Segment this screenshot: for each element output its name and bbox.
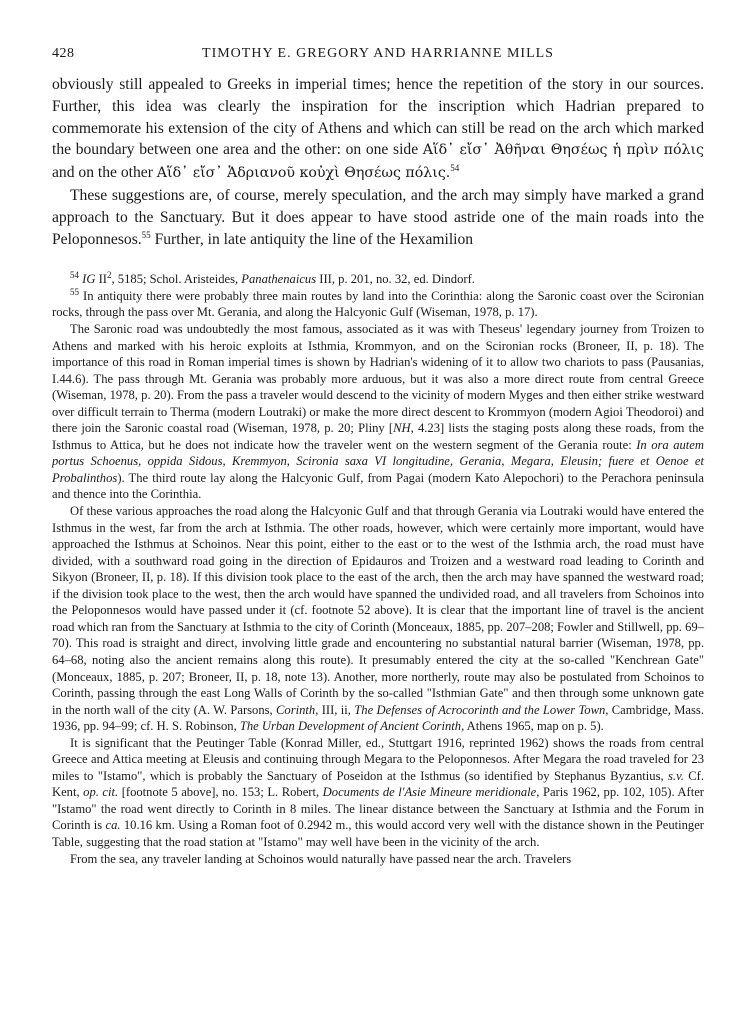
text-span: , Cambridge, Mass. 1936, pp. 94–99; cf. H. S. Robinson, — [52, 702, 704, 734]
text-span: II — [95, 272, 107, 287]
footnote-marker: 54 — [70, 270, 79, 281]
italic-text: Corinth — [276, 702, 316, 717]
page-number: 428 — [52, 46, 75, 61]
italic-text: ca. — [105, 818, 121, 833]
italic-text: op. cit. — [83, 785, 119, 800]
text-span: Of these various approaches the road along the Halcyonic Gulf and that through Gerania via Loutraki would have entered the Isthmus in the west, far from the arch at Isthmia. The other roads, however, which were certainly more important, would have approached the Isthmus at Schoinos. Near this point, either to the east or to the west of the Isthmia arch, the road must have divided, with a southward road going in the direction of Epidauros and Troizen and a westward road leading to Corinth and Sikyon (Broneer, II, p. 18). If this division took place to the east of the arch, then the arch may have spanned the westward road; if the division took place to the west, then the arch would have spanned the undivided road, and all travelers from Schoinos into the Peloponnesos would have passed under it (cf. footnote 52 above). It is clear that the important line of travel is the ancient road which ran from the Sanctuary at Isthmia to the city of Corinth (Monceaux, 1885, pp. 207–208; Fowler and Stillwell, pp. 69–70). This road is straight and direct, involving little grade and encountering no substantial natural barrier (Wiseman, 1978, pp. 64–68, noting also the ancient remains along this route). It presumably entered the city at the so-called "Kenchrean Gate" (Monceaux, 1885, p. 207; Broneer, II, p. 18, note 13). Another, more northerly, route may also be postulated from Schoinos to Corinth, passing through the east Long Walls of Corinth by the so-called "Isthmian Gate" and then through some unknown gate in the north wall of the city (A. W. Parsons, — [52, 504, 704, 717]
page — [52, 46, 704, 867]
footnote-55-para-4 — [52, 735, 704, 851]
greek-inscription-2: Αἵδ᾽ εἴσ᾽ Ἁδριανοῦ κοὐχὶ Θησέως πόλις. — [156, 165, 451, 182]
text-span: , 4.23] lists the staging posts along these roads, from the Isthmus to Attica, but he does not indicate how the traveler went on the western segment of the Gerania route: — [52, 421, 704, 452]
footnotes — [52, 271, 704, 867]
footnote-55-para-2 — [52, 321, 704, 503]
superscript: 2 — [107, 270, 112, 281]
greek-inscription-1: Αἵδ᾽ εἴσ᾽ Ἀθῆναι Θησέως ἡ πρὶν πόλις — [422, 142, 704, 159]
main-text — [52, 74, 704, 250]
text-span: It is significant that the Peutinger Table (Konrad Miller, ed., Stuttgart 1916, reprinted 1962) shows the roads from central Greece and Attica meeting at Eleusis and continuing through Megara to the Peloponnesos. After Megara the road traveled for 23 miles to "Istamo", which is probably the Sanctuary of Poseidon at the Isthmus (so identified by Stephanus Byzantius, — [52, 735, 704, 783]
text-span: , III, ii, — [315, 702, 355, 717]
latin-quotation: In ora autem portus Schoenus, oppida Sidous, Kremmyon, Scironia saxa VI longitudine, Gerania, Megara, Eleusin; fuere et Oenoe et Probalinthos — [52, 437, 704, 485]
italic-text: Documents de l'Asie Mineure meridionale — [322, 785, 537, 800]
text-span: , Athens 1965, map on p. 5). — [461, 719, 604, 734]
footnote-54 — [52, 271, 704, 288]
footnote-ref-55[interactable]: 55 — [141, 229, 151, 240]
text-span: and on the other — [52, 164, 157, 182]
text-span: [footnote 5 above], no. 153; L. Robert, — [118, 785, 323, 800]
italic-text: IG — [82, 272, 96, 287]
text-span: In antiquity there were probably three main routes by land into the Corinthia: along the Saronic coast over the Scironian rocks, through the pass over Mt. Gerania, and along the Halcyonic Gulf (Wiseman, 1978, p. 17). — [52, 288, 704, 320]
page-header — [52, 46, 704, 72]
footnote-55-para-5: From the sea, any traveler landing at Schoinos would naturally have passed near the arch. Travelers — [70, 851, 572, 866]
italic-text: Panathenaicus — [241, 272, 317, 287]
footnote-ref-54[interactable]: 54 — [450, 163, 460, 173]
text-span: Further, in late antiquity the line of the Hexamilion — [150, 230, 474, 248]
paragraph-1 — [52, 74, 704, 185]
footnote-55 — [52, 288, 704, 321]
text-span: ). The third route lay along the Halcyonic Gulf, from Pagai (modern Kato Alepochori) to the Perachora peninsula and thence into the Corinthia. — [52, 470, 704, 502]
text-span: The Saronic road was undoubtedly the most famous, associated as it was with Theseus' legendary journey from Troizen to Athens and marked with his heroic exploits at Isthmia, Krommyon, and on the Scironian rocks (Broneer, II, p. 18). The importance of this road in Roman imperial times is shown by Hadrian's widening of it to allow two chariots to pass (Pausanias, I.44.6). The pass through Mt. Gerania was probably more arduous, but it was also a more direct route from central Greece (Wiseman, 1978, p. 20). From the pass a traveler would descend to the vicinity of modern Myges and then either strike westward over difficult terrain to Therma (modern Loutraki) or make the more direct descent to Krommyon (modern Agioi Theodoroi) and there join the Saronic coastal road (Wiseman, 1978, p. 20; Pliny [ — [52, 322, 704, 436]
text-span: 10.16 km. Using a Roman foot of 0.2942 m., this would accord very well with the distance shown in the Peutinger Table, suggesting that the road station at "Istamo" may well have been in the vicinity of the arch. — [52, 818, 704, 849]
text-span: III, p. 201, no. 32, ed. Dindorf. — [316, 272, 475, 287]
footnote-55-para-3 — [52, 503, 704, 735]
text-span: Cf. Kent, — [52, 768, 705, 800]
italic-text: The Defenses of Acrocorinth and the Lower Town — [354, 702, 606, 717]
text-span: These suggestions are, of course, merely speculation, and the arch may simply have marked a grand approach to the Sanctuary. But it does appear to have stood astride one of the main roads into the Peloponnesos. — [52, 186, 704, 248]
footnote-marker: 55 — [70, 286, 79, 297]
italic-text: The Urban Development of Ancient Corinth — [239, 719, 462, 734]
italic-text: NH — [393, 421, 411, 436]
italic-text: s.v. — [668, 768, 684, 783]
text-span: , 5185; Schol. Aristeides, — [111, 272, 242, 287]
paragraph-2 — [52, 185, 704, 250]
text-span: , Paris 1962, pp. 102, 105). After "Istamo" the road went directly to Corinth in 8 miles. The linear distance between the Sanctuary at Isthmia and the Forum in Corinth is — [52, 785, 704, 833]
running-title: TIMOTHY E. GREGORY AND HARRIANNE MILLS — [202, 46, 554, 61]
text-span: obviously still appealed to Greeks in imperial times; hence the repetition of the story in our sources. Further, this idea was clearly the inspiration for the inscription which Hadrian prepared to commemorate his extension of the city of Athens and which can still be read on the arch which marked the boundary between one area and the other: on one side — [52, 76, 704, 159]
